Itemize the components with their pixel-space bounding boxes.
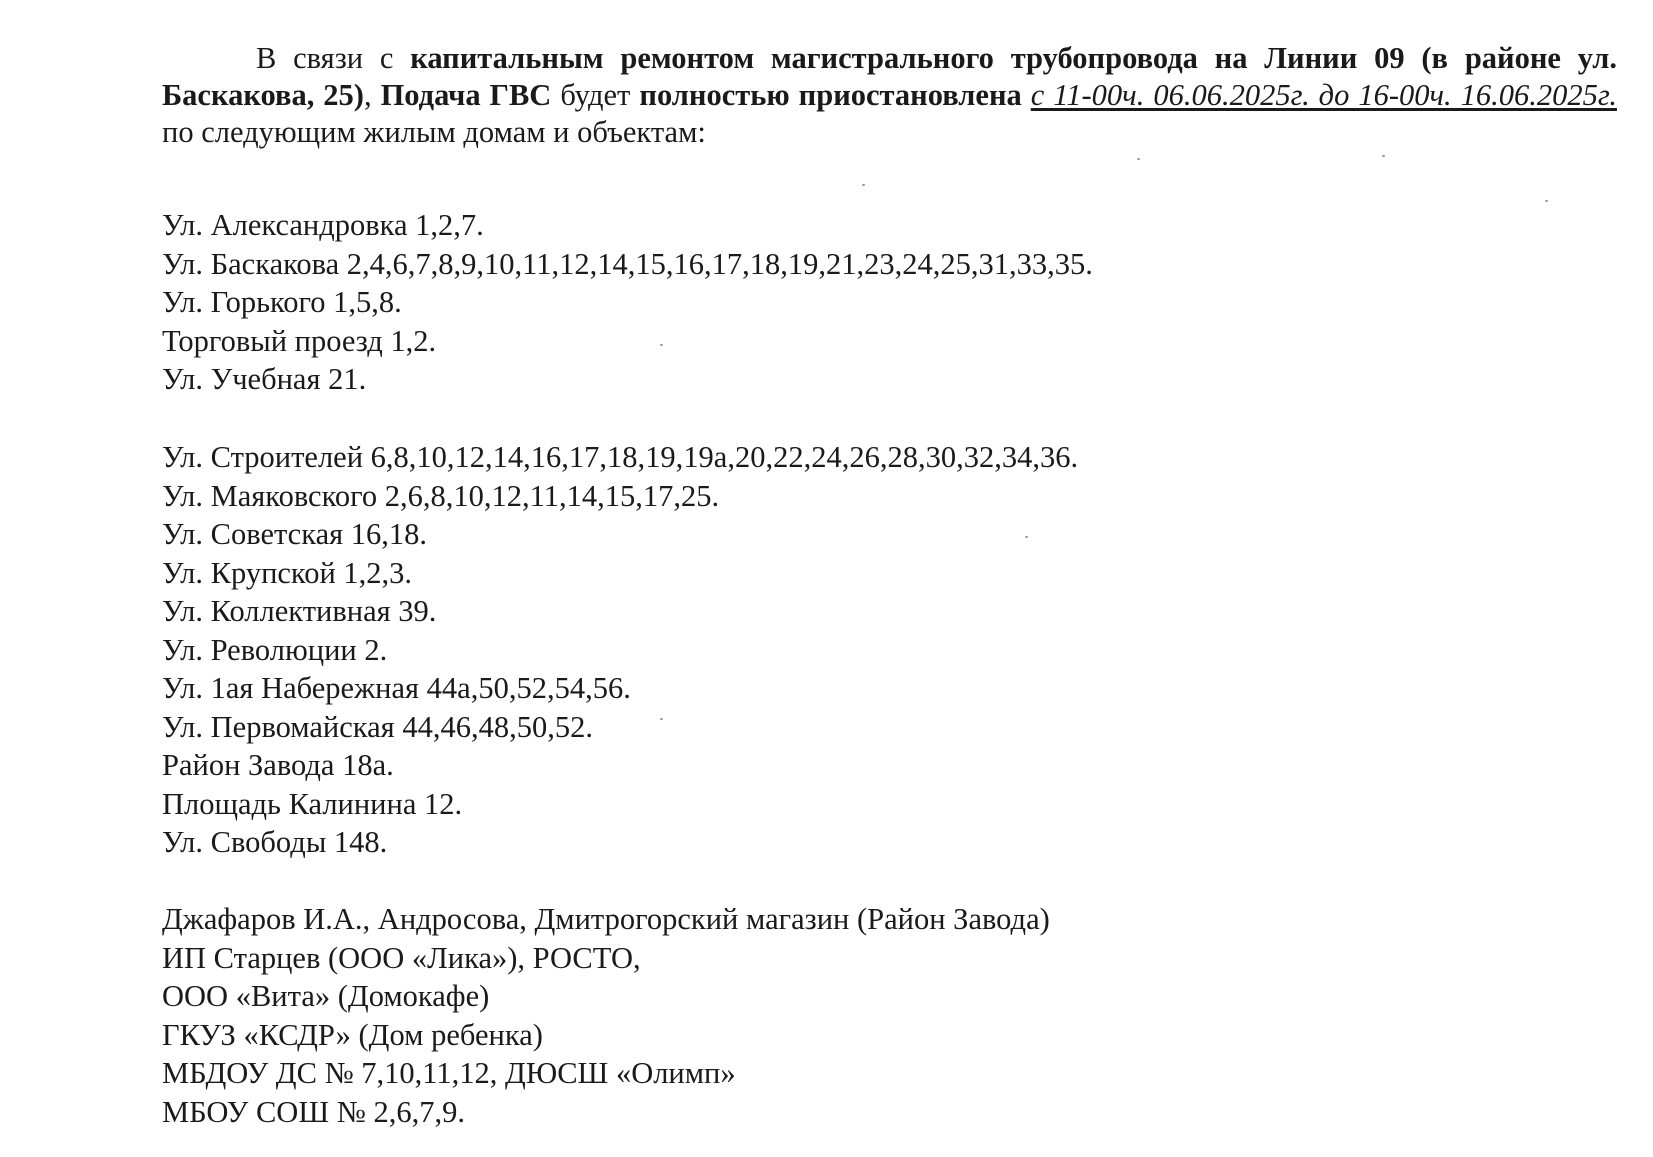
intro-text-2: , bbox=[363, 78, 381, 112]
street-list-item: Ул. Маяковского 2,6,8,10,12,11,14,15,17,25. bbox=[162, 478, 720, 513]
street-list-item: Ул. 1ая Набережная 44а,50,52,54,56. bbox=[162, 671, 631, 705]
notice-intro-paragraph bbox=[162, 40, 1617, 151]
objects-list bbox=[162, 900, 1050, 1131]
street-list-group-2 bbox=[162, 438, 1078, 862]
street-list-item: Ул. Баскакова 2,4,6,7,8,9,10,11,12,14,15,16,17,18,19,21,23,24,25,31,33,35. bbox=[162, 246, 1093, 281]
intro-text-3: будет bbox=[551, 78, 640, 112]
street-list-item: Ул. Строителей 6,8,10,12,14,16,17,18,19,19а,20,22,24,26,28,30,32,34,36. bbox=[162, 440, 1079, 474]
object-list-item: ООО «Вита» (Домокафе) bbox=[162, 979, 490, 1013]
street-list-item: Торговый проезд 1,2. bbox=[162, 323, 437, 358]
street-list-item: Ул. Первомайская 44,46,48,50,52. bbox=[162, 709, 593, 744]
scan-speck bbox=[660, 718, 663, 720]
object-list-item: ИП Старцев (ООО «Лика»), РОСТО, bbox=[162, 940, 641, 975]
intro-repair-reason: капитальным ремонтом магистрального трубопровода на Линии 09 (в районе ул. Баскакова, 25) bbox=[162, 41, 1617, 112]
object-list-item: МБДОУ ДС № 7,10,11,12, ДЮСШ «Олимп» bbox=[162, 1056, 736, 1090]
street-list-item: Ул. Крупской 1,2,3. bbox=[162, 555, 413, 590]
street-list-item: Ул. Советская 16,18. bbox=[162, 517, 428, 551]
scan-speck bbox=[1025, 536, 1028, 538]
object-list-item: ГКУЗ «КСДР» (Дом ребенка) bbox=[162, 1017, 543, 1052]
object-list-item: Джафаров И.А., Андросова, Дмитрогорский магазин (Район Завода) bbox=[162, 902, 1050, 936]
street-list-item: Ул. Учебная 21. bbox=[162, 362, 367, 396]
scan-speck bbox=[862, 184, 865, 186]
street-list-group-1 bbox=[162, 206, 1093, 399]
intro-text-1: В связи с bbox=[256, 41, 411, 75]
intro-text-5: по следующим жилым домам и объектам: bbox=[162, 115, 706, 149]
object-list-item: МБОУ СОШ № 2,6,7,9. bbox=[162, 1094, 465, 1129]
street-list-item: Ул. Свободы 148. bbox=[162, 825, 388, 859]
intro-text-4 bbox=[1022, 78, 1031, 112]
street-list-item: Ул. Горького 1,5,8. bbox=[162, 285, 402, 319]
intro-suspension-status: полностью приостановлена bbox=[639, 78, 1022, 112]
street-list-item: Ул. Революции 2. bbox=[162, 632, 388, 667]
street-list-item: Район Завода 18а. bbox=[162, 748, 394, 782]
scan-speck bbox=[1382, 155, 1385, 157]
street-list-item: Ул. Александровка 1,2,7. bbox=[162, 208, 484, 242]
intro-service-name: Подача ГВС bbox=[380, 78, 552, 112]
scan-speck bbox=[660, 344, 663, 346]
scan-speck bbox=[1545, 200, 1548, 202]
intro-date-range: с 11-00ч. 06.06.2025г. до 16-00ч. 16.06.2025г. bbox=[1030, 78, 1618, 112]
scan-speck bbox=[1137, 158, 1140, 160]
street-list-item: Площадь Калинина 12. bbox=[162, 786, 463, 821]
street-list-item: Ул. Коллективная 39. bbox=[162, 594, 437, 628]
